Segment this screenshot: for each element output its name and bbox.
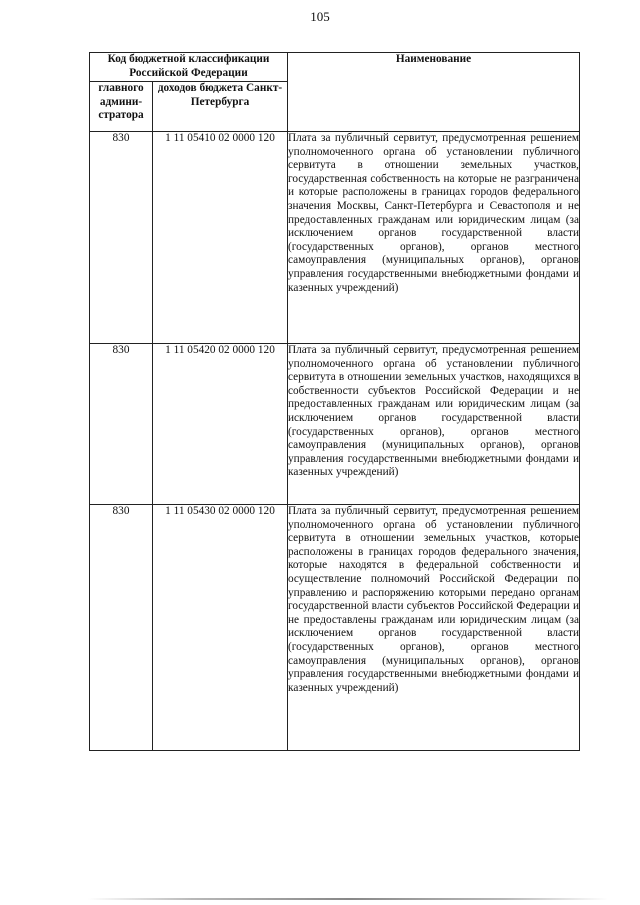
admin-code-cell: 830: [90, 132, 153, 344]
table-row: [90, 344, 580, 505]
revenue-code-cell: 1 11 05410 02 0000 120: [153, 132, 288, 344]
description-cell: Плата за публичный сервитут, предусмотренная решением уполномоченного органа об установлении публичного сервитута в отношении земельных участков, государственная собственность на которые не разграничена и которые расположены в границах городов федерального значения Москвы, Санкт-Петербурга и Севастополя и не предоставленных гражданам или юридическим лицам (за исключением органов государственной власти (государственных органов), органов местного самоуправления (муниципальных органов), органов управления государственными внебюджетными фондами и казенных учреждений): [288, 132, 580, 344]
admin-code-cell: 830: [90, 505, 153, 751]
header-code-group: Код бюджетной классификации Российской Федерации: [90, 53, 288, 82]
description-cell: Плата за публичный сервитут, предусмотренная решением уполномоченного органа об установлении публичного сервитута в отношении земельных участков, которые расположены в границах городов федерального значения, которые находятся в федеральной собственности и осуществление полномочий Российской Федерации по управлению и распоряжению которыми передано органам государственной власти субъектов Российской Федерации и не предоставлены гражданам или юридическим лицам (за исключением органов государственной власти (государственных органов), органов местного самоуправления (муниципальных органов), органов управления государственными внебюджетными фондами и казенных учреждений): [288, 505, 580, 751]
scan-edge-mark: [88, 898, 608, 900]
table-row: [90, 132, 580, 344]
revenue-code-cell: 1 11 05420 02 0000 120: [153, 344, 288, 505]
header-admin-column: главного админи-стратора: [90, 82, 153, 132]
revenue-code-cell: 1 11 05430 02 0000 120: [153, 505, 288, 751]
admin-code-cell: 830: [90, 344, 153, 505]
table-row: [90, 505, 580, 751]
description-cell: Плата за публичный сервитут, предусмотренная решением уполномоченного органа об установлении публичного сервитута в отношении земельных участков, находящихся в собственности субъектов Российской Федерации и не предоставленных гражданам или юридическим лицам (за исключением органов государственной власти (государственных органов), органов местного самоуправления (муниципальных органов), органов управления государственными внебюджетными фондами и казенных учреждений): [288, 344, 580, 505]
budget-classification-table: [89, 52, 580, 751]
header-name: Наименование: [288, 53, 580, 132]
page-number: 105: [310, 9, 330, 24]
header-revenue-column: доходов бюджета Санкт-Петербурга: [153, 82, 288, 132]
